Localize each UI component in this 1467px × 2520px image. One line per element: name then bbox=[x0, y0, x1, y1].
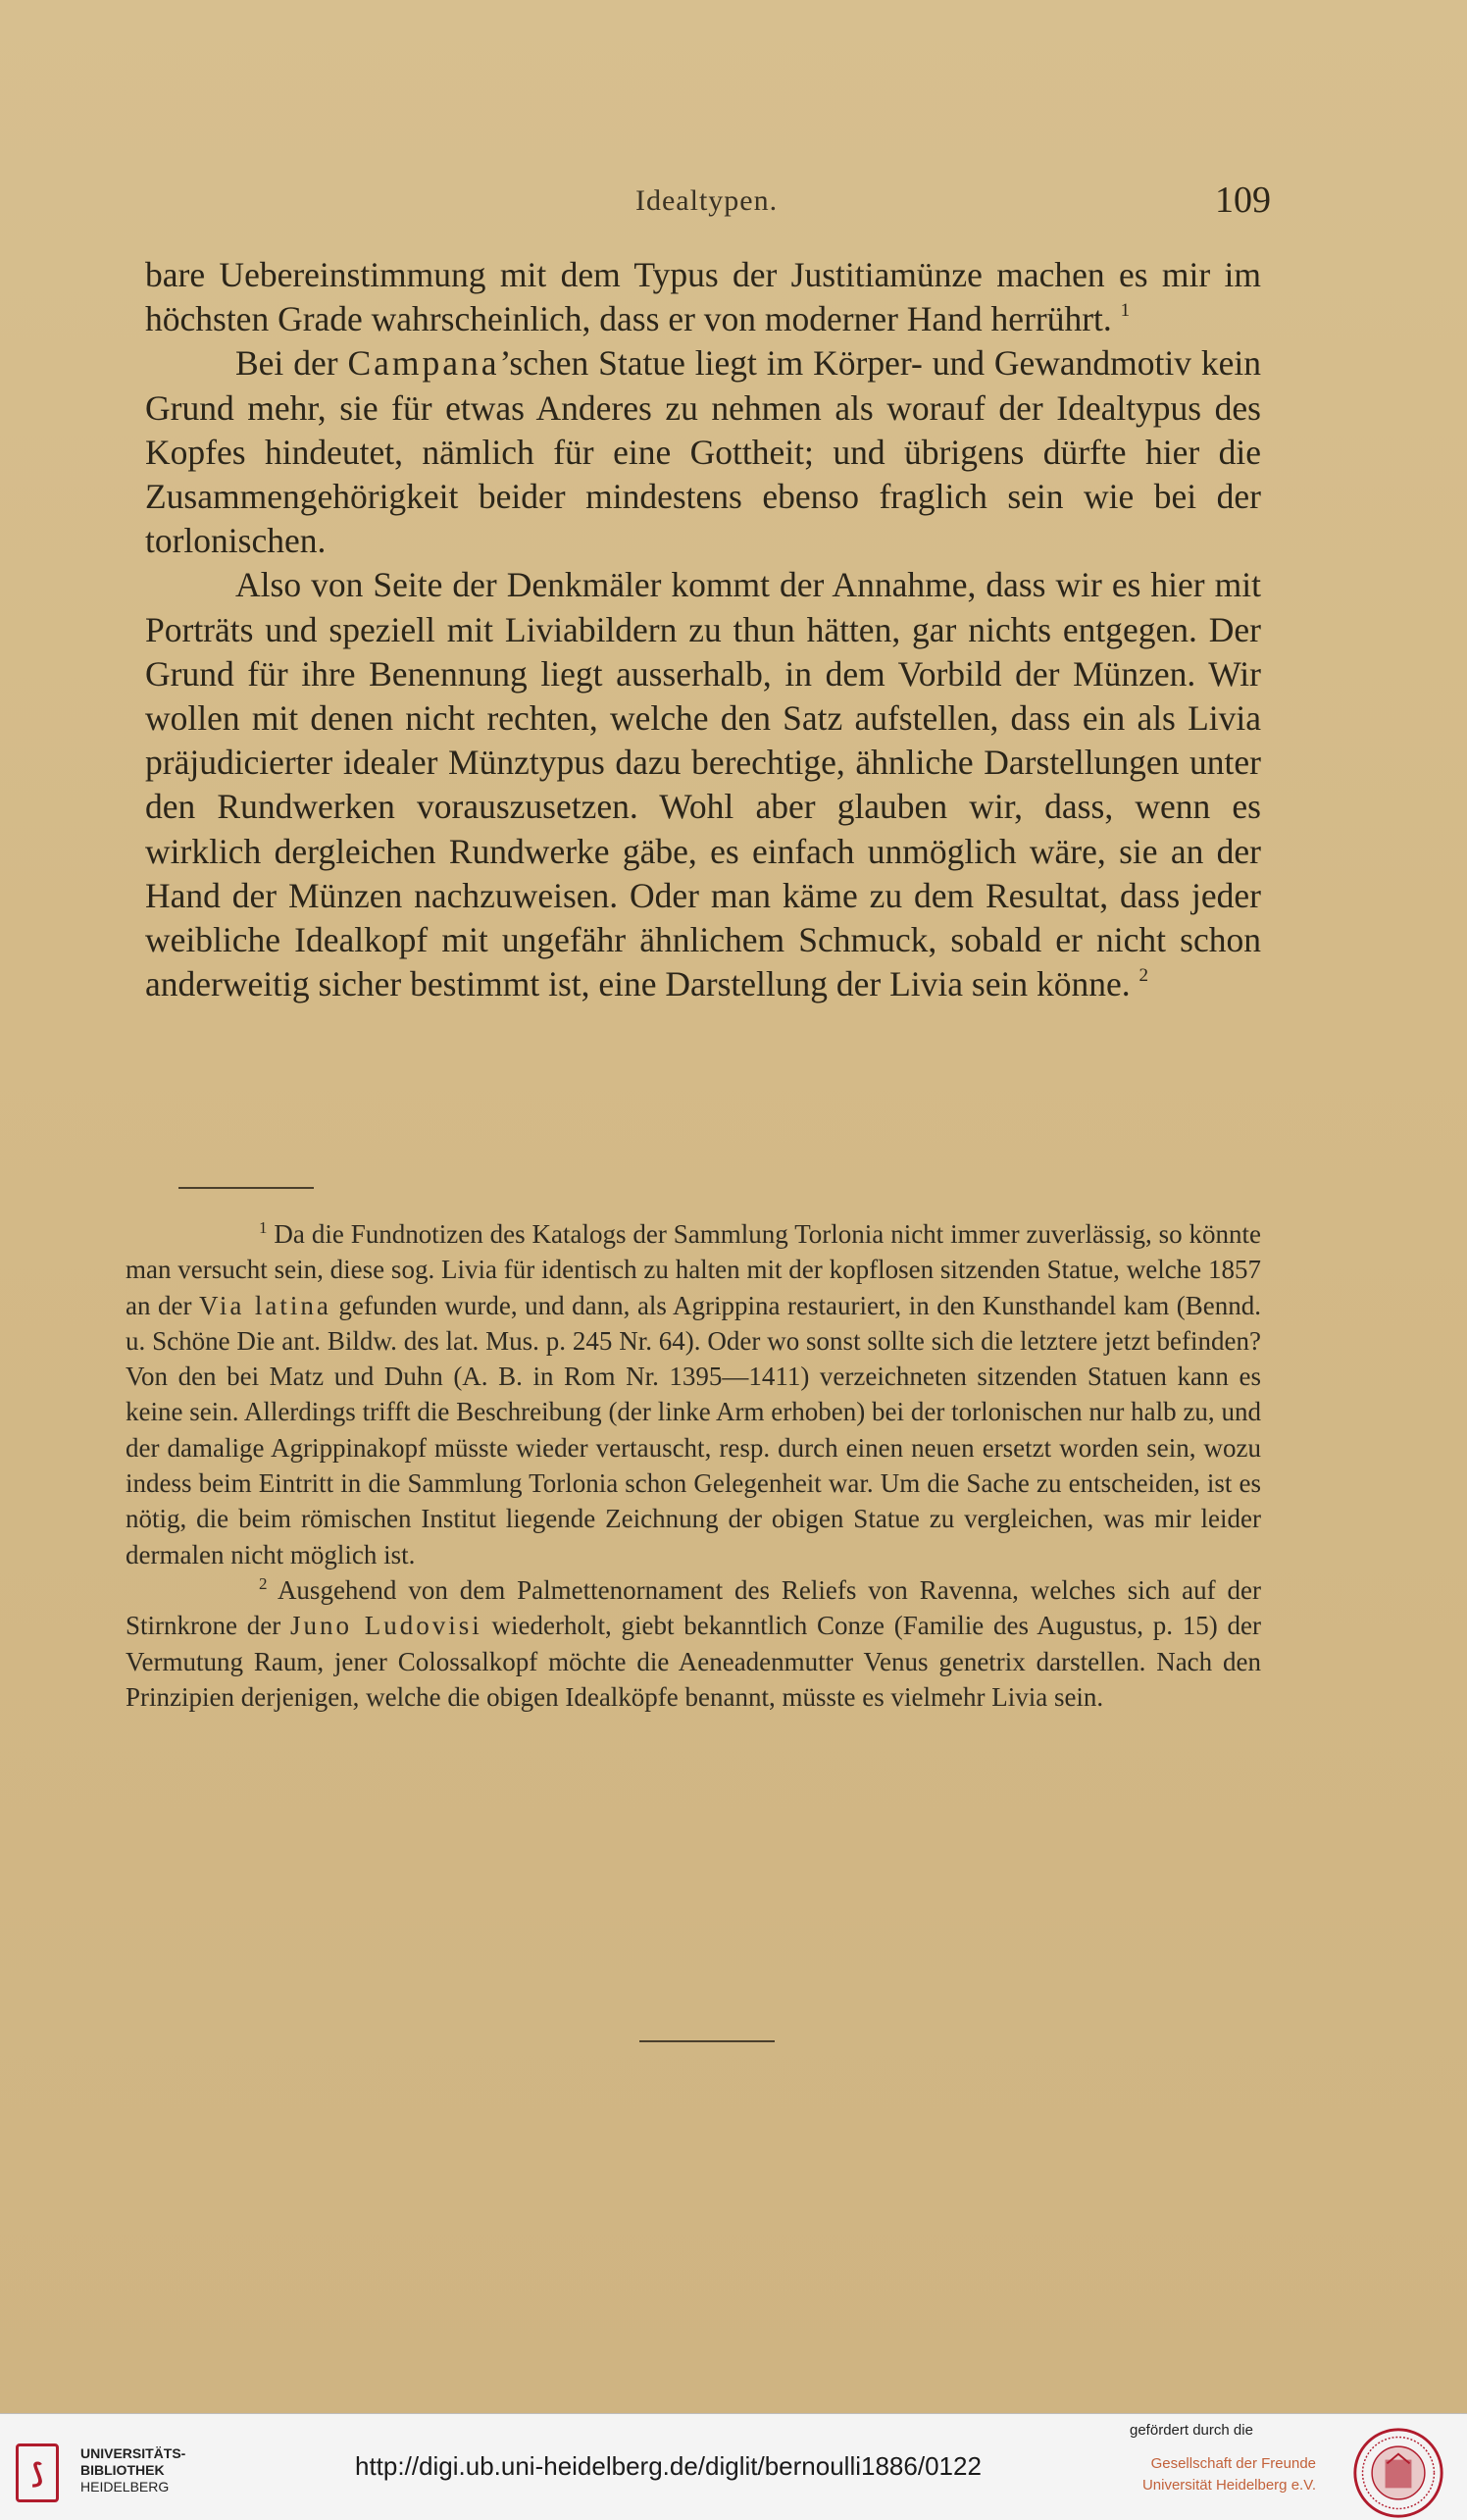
permalink-url[interactable]: http://digi.ub.uni-heidelberg.de/diglit/bernoulli1886/0122 bbox=[355, 2451, 982, 2481]
page-number: 109 bbox=[1215, 180, 1271, 221]
footnote-number: 2 bbox=[259, 1573, 268, 1593]
emphasis-spaced: Juno Ludovisi bbox=[290, 1611, 482, 1641]
footnote-number: 1 bbox=[259, 1218, 268, 1237]
emphasis-spaced: Campana bbox=[347, 343, 500, 384]
paragraph-2: Bei der Campana’schen Statue liegt im Körper- und Gewandmotiv kein Grund mehr, sie für etwas Anderes zu nehmen als worauf der Idealtypus des Kopfes hindeutet, nämlich für eine Gottheit; und übrigens dürfte hier die Zusammengehörigkeit beider mindestens ebenso fraglich sein wie bei der torlonischen. bbox=[145, 343, 1261, 561]
main-text bbox=[145, 253, 1261, 1006]
sponsor-link[interactable]: Gesellschaft der Freunde Universität Heidelberg e.V. bbox=[1141, 2455, 1316, 2494]
ub-heidelberg-logo-icon[interactable]: ⟆ bbox=[16, 2443, 59, 2502]
sponsor-label: gefördert durch die bbox=[1130, 2422, 1253, 2439]
paragraph-3: Also von Seite der Denkmäler kommt der Annahme, dass wir es hier mit Porträts und speziell mit Liviabildern zu thun hätten, gar nichts entgegen. Der Grund für ihre Benennung liegt ausserhalb, in dem Vorbild der Münzen. Wir wollen mit denen nicht rechten, welche den Satz aufstellen, dass ein als Livia präjudicierter idealer Münztypus dazu berechtige, ähnliche Darstellungen unter den Rundwerken vorauszusetzen. Wohl aber glauben wir, dass, wenn es wirklich dergleichen Rundwerke gäbe, es einfach unmöglich wäre, sie an der Hand der Münzen nachzuweisen. Oder man käme zu dem Resultat, dass jeder weibliche Idealkopf mit ungefähr ähnlichem Schmuck, sobald er nicht schon anderweitig sicher bestimmt ist, eine Darstellung der Livia sein könne. $^2$ bbox=[145, 565, 1261, 1004]
running-title: Idealtypen. bbox=[635, 184, 779, 217]
page-header bbox=[126, 179, 1271, 228]
footnote-1: $^1$ Da die Fundnotizen des Katalogs der Sammlung Torlonia nicht immer zuverlässig, so könnte man versucht sein, diese sog. Livia für identisch zu halten mit der kopflosen sitzenden Statue, welche 1857 an der Via latina gefunden wurde, und dann, als Agrippina restauriert, in den Kunsthandel kam (Bennd. u. Schöne Die ant. Bildw. des lat. Mus. p. 245 Nr. 64). Oder wo sonst sollte sich die letztere jetzt befinden? Von den bei Matz und Duhn (A. B. in Rom Nr. 1395—1411) verzeichneten sitzenden Statuen kann es keine sein. Allerdings trifft die Beschreibung (der linke Arm erhoben) bei der torlonischen nur halb zu, und der damalige Agrippinakopf müsste wieder vertauscht, resp. durch einen neuen ersetzt worden sein, wozu indess beim Eintritt in die Sammlung Torlonia schon Gelegenheit war. Um die Sache zu entscheiden, ist es nötig, die beim römischen Institut liegende Zeichnung der obigen Statue zu vergleichen, was mir leider dermalen nicht möglich ist. bbox=[126, 1218, 1262, 1569]
footnote-divider bbox=[178, 1187, 314, 1189]
footnote-ref-2: 2 bbox=[1138, 965, 1148, 987]
viewer-footer bbox=[0, 2413, 1467, 2520]
university-seal-icon[interactable] bbox=[1351, 2426, 1445, 2520]
end-divider bbox=[639, 2040, 775, 2042]
footnote-2: $^2$ Ausgehend von dem Palmettenornament des Reliefs von Ravenna, welches sich auf der Stirnkrone der Juno Ludovisi wiederholt, giebt bekanntlich Conze (Familie des Augustus, p. 15) der Vermutung Raum, jener Colossalkopf möchte die Aeneadenmutter Venus genetrix darstellen. Nach den Prinzipien derjenigen, welche die obigen Idealköpfe benannt, müsste es vielmehr Livia sein. bbox=[126, 1573, 1261, 1712]
library-name[interactable]: UNIVERSITÄTS- BIBLIOTHEK HEIDELBERG bbox=[80, 2445, 186, 2494]
footnotes bbox=[126, 1216, 1261, 1715]
paragraph-1: bare Uebereinstimmung mit dem Typus der Justitiamünze machen es mir im höchsten Grade wahrscheinlich, dass er von moderner Hand herrührt. $^1$ bbox=[145, 255, 1261, 339]
footnote-ref-1: 1 bbox=[1120, 300, 1131, 322]
emphasis-spaced: Via latina bbox=[199, 1290, 331, 1320]
